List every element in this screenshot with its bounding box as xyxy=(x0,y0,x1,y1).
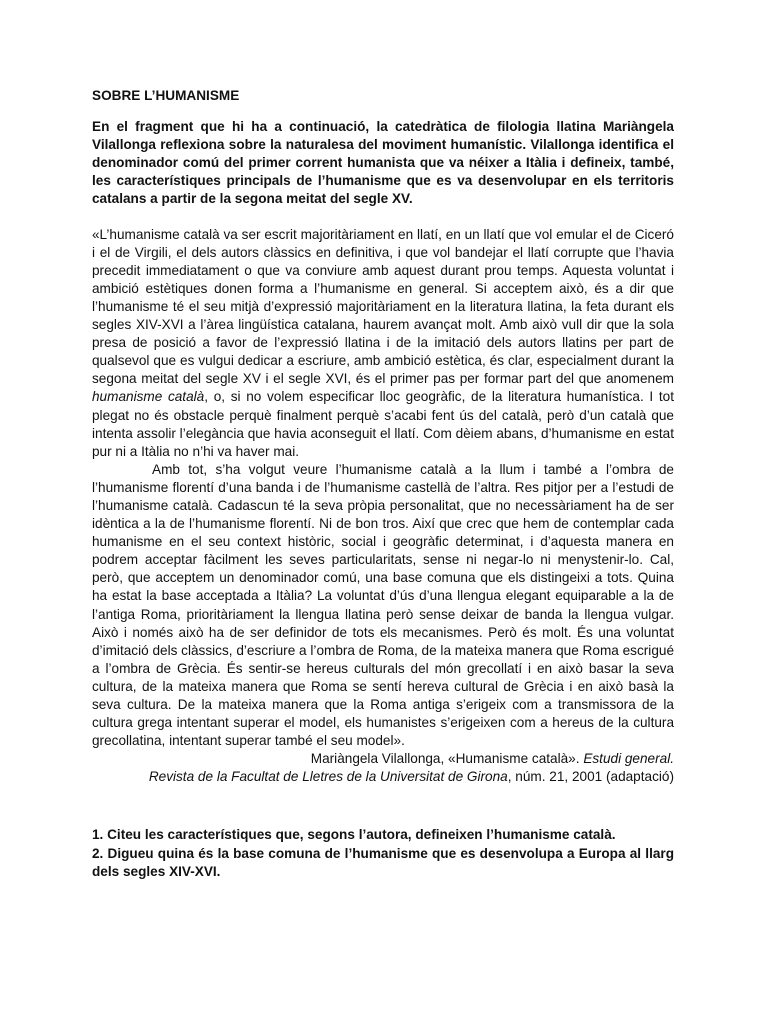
document-page xyxy=(92,87,674,881)
document-title: SOBRE L’HUMANISME xyxy=(92,88,240,103)
question-item: 1. Citeu les característiques que, segons l’autora, defineixen l’humanisme català. xyxy=(92,827,616,843)
citation-journal: Estudi general. xyxy=(583,751,674,767)
citation-journal-full: Revista de la Facultat de Lletres de la Universitat de Girona xyxy=(148,769,508,785)
intro-paragraph: En el fragment que hi ha a continuació, la catedràtica de filologia llatina Mariàngela Vilallonga reflexiona sobre la naturalesa del moviment humanístic. Vilallonga identifica el denominador comú del primer corrent humanista que va néixer a Itàlia i defineix, també, les característiques principals de l’humanisme que es va desenvolupar en els territoris catalans a partir de la segona meitat del segle XV. xyxy=(92,119,674,207)
quote-text: «L’humanisme català va ser escrit majoritàriament en llatí, en un llatí que vol emular el de Ciceró i el de Virgili, el dels autors clàssics en definitiva, i que vol bandejar el llatí corrupte que l’havia precedit immediatament o que va conviure amb aquest durant prou temps. Aquesta voluntat i ambició estètiques donen forma a l’humanisme en general. Si acceptem això, és a dir que l’humanisme té el seu mitjà d’expressió majoritàriament en la literatura llatina, la feta durant els segles XIV-XVI a l’àrea lingüística catalana, haurem avançat molt. Amb això vull dir que la sola presa de posició a favor de l’expressió llatina i de la imitació dels autors llatins per part de qualsevol que es vulgui dedicar a escriure, amb ambició estètica, és clar, especialment durant la segona meitat del segle XV i el segle XVI, és el primer pas per formar part del que anomenem xyxy=(92,226,674,387)
citation-line-1 xyxy=(92,750,674,768)
question-item: 2. Digueu quina és la base comuna de l’humanisme que es desenvolupa a Europa al llarg dels segles XIV-XVI. xyxy=(92,845,674,879)
quote-paragraph-2: Amb tot, s’ha volgut veure l’humanisme català a la llum i també a l’ombra de l’humanisme florentí d’una banda i de l’humanisme castellà de l’altra. Res pitjor per a l’estudi de l’humanisme català. Cadascun té la seva pròpia personalitat, que no necessàriament ha de ser idèntica a la de l’humanisme florentí. Ni de bon tros. Així que crec que hem de contemplar cada humanisme en el seu context històric, social i geogràfic determinat, i d’aquesta manera en podrem acceptar fàcilment les seves particularitats, sense ni negar-lo ni menystenir-lo. Cal, però, que acceptem un denominador comú, una base comuna que els distingeixi a tots. Quina ha estat la base acceptada a Itàlia? La voluntat d’ús d’una llengua elegant equiparable a la de l’antiga Roma, prioritàriament la llengua llatina però sense deixar de banda la llengua vulgar. Això i només això ha de ser definidor de tots els mecanismes. Però és molt. És una voluntat d’imitació dels clàssics, d’escriure a l’ombra de Roma, de la mateixa manera que Roma escrigué a l’ombra de Grècia. És sentir-se hereus culturals del món grecollatí i en això basar la seva cultura, de la mateixa manera que Roma se sentí hereva cultural de Grècia i en això basà la seva cultura. De la mateixa manera que la Roma antiga s’erigeix com a transmissora de la cultura grega intentant superar el model, els humanistes s’erigeixen com a hereus de la cultura grecollatina, intentant superar també el seu model». xyxy=(92,461,674,749)
quote-paragraph-1 xyxy=(92,226,674,461)
citation-issue: , núm. 21, 2001 (adaptació) xyxy=(507,769,674,785)
questions-list xyxy=(92,826,674,880)
quote-emphasis: humanisme català xyxy=(92,389,205,405)
quote-text-continued: , o, si no volem especificar lloc geogràfic, de la literatura humanística. I tot plegat no és obstacle perquè finalment perquè s’acabi fent ús del català, però d’un català que intenta assolir l’elegància que havia aconseguit el llatí. Com dèiem abans, d’humanisme en estat pur ni a Itàlia no n’hi va haver mai. xyxy=(92,389,675,459)
citation-line-2 xyxy=(92,768,674,786)
citation-author: Mariàngela Vilallonga, «Humanisme català». xyxy=(310,751,584,767)
